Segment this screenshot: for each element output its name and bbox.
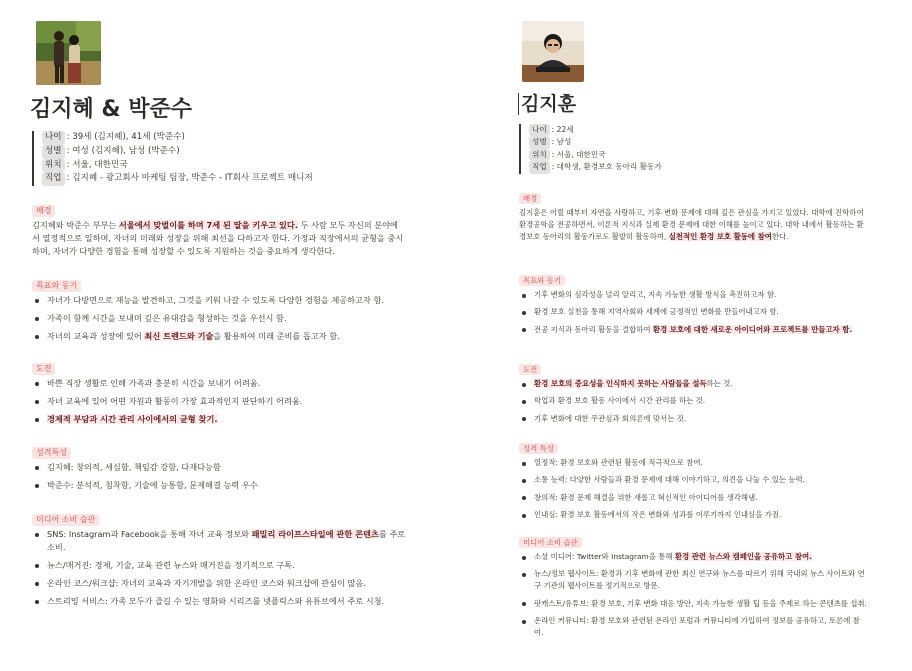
traits-list — [32, 461, 407, 497]
attribute-location — [42, 159, 313, 173]
list-item — [32, 312, 407, 325]
list-item — [519, 306, 867, 318]
media-list — [519, 551, 867, 645]
section-label-media: 미디어 소비 습관 — [32, 514, 99, 526]
section-label-background: 배경 — [519, 193, 541, 204]
list-item — [519, 289, 867, 301]
list-item — [32, 330, 407, 343]
section-label-traits: 성격특성 — [32, 447, 71, 459]
attribute-value: : 대학생, 환경보호 동아리 활동가 — [551, 162, 662, 172]
attribute-value: : 39세 (김지혜), 41세 (박준수) — [66, 132, 185, 142]
attribute-value: : 여성 (김지혜), 남성 (박준수) — [66, 145, 180, 156]
attribute-key: 직업 — [42, 172, 65, 186]
text: 가족이 함께 시간을 보내며 깊은 유대감을 형성하는 것을 우선시 함. — [47, 312, 287, 323]
list-item — [519, 492, 867, 504]
attribute-value: : 남성 — [551, 137, 572, 147]
text: 자녀 교육에 있어 어떤 자원과 활동이 가장 효과적인지 판단하기 어려움. — [47, 395, 303, 406]
attribute-age — [42, 131, 313, 145]
list-item — [519, 378, 867, 390]
attribute-age — [529, 124, 662, 136]
list-item — [519, 395, 867, 407]
attribute-value: : 서울, 대한민국 — [66, 159, 128, 170]
text: 온라인 코스/워크샵: 자녀의 교육과 자기개발을 위한 온라인 코스와 워크샵에 관심이 많음. — [47, 577, 366, 588]
text: 소통 능력: 다양한 사람들과 환경 문제에 대해 이야기하고, 의견을 나눌 수 있는 능력. — [534, 475, 805, 485]
list-item — [32, 377, 407, 390]
list-item — [32, 559, 407, 572]
text: 김지혜: 창의적, 세심함, 책임감 강함, 다재다능함 — [47, 462, 221, 472]
text: 소셜 미디어: Twitter와 Instagram을 통해 — [534, 552, 675, 561]
text: 환경 보호 실천을 통해 지역사회와 세계에 긍정적인 변화를 만들어내고자 함. — [534, 307, 779, 317]
attribute-block — [519, 124, 662, 174]
text: 팟캐스트/유튜브: 환경 보호, 기후 변화 대응 방안, 지속 가능한 생활 팁 등을 주제로 하는 콘텐츠를 섭취. — [534, 598, 867, 608]
text: 자녀가 다방면으로 재능을 발견하고, 그것을 키워 나갈 수 있도록 다양한 경험을 제공하고자 함. — [47, 295, 384, 305]
list-item — [519, 598, 867, 610]
attribute-key: 성별 — [529, 136, 550, 148]
text: 바쁜 직장 생활로 인해 가족과 충분히 시간을 보내기 어려움. — [47, 378, 261, 388]
highlight: 환경 보호의 중요성을 인식하지 못하는 사람들을 설득 — [534, 379, 707, 388]
text: 열정적: 환경 보호와 관련된 활동에 적극적으로 참여. — [534, 458, 703, 467]
challenges-list — [519, 378, 867, 430]
background-paragraph — [519, 207, 864, 243]
goals-list — [519, 289, 867, 341]
list-item — [32, 479, 407, 492]
text: 두 사람 모두 자신의 분야에서 열정적으로 일하며, 자녀의 미래와 성장을 위해 최선을 다하고자 한다. 가정과 직장에서의 균형을 중시하며, 자녀가 다양한 경험을 통해 성장할 수 있도록 지원하는 것을 중요하게 생각한다. — [32, 220, 404, 257]
section-label-challenges: 도전 — [519, 364, 541, 375]
text: 를 주로 소비. — [47, 529, 406, 553]
attribute-block — [32, 131, 313, 186]
highlight: 서울에서 맞벌이를 하며 7세 된 딸을 키우고 있다. — [118, 220, 298, 230]
attribute-job — [42, 172, 313, 186]
list-item — [32, 577, 407, 590]
highlight: 환경 보호에 대한 새로운 아이디어와 프로젝트를 만들고자 함. — [652, 324, 853, 334]
attribute-key: 위치 — [529, 149, 550, 161]
list-item — [32, 528, 407, 554]
media-list — [32, 528, 407, 612]
text: SNS: Instagram과 Facebook을 통해 자녀 교육 정보와 — [47, 529, 252, 539]
text: 학업과 환경 보호 활동 사이에서 시간 관리를 하는 것. — [534, 396, 706, 406]
text: 창의적: 환경 문제 해결을 위한 새롭고 혁신적인 아이디어를 생각해냄. — [534, 492, 758, 502]
text: 박준수: 분석적, 침착함, 기술에 능통함, 문제해결 능력 우수 — [47, 479, 258, 490]
list-item — [32, 413, 407, 426]
avatar-couple-photo — [36, 21, 101, 85]
highlight: 환경 관련 뉴스와 캠페인을 공유하고 참여. — [674, 552, 812, 561]
highlight: 최신 트렌드와 기술 — [144, 330, 214, 341]
section-label-media: 미디어 소비 습관 — [519, 537, 582, 548]
highlight: 패밀리 라이프스타일에 관한 콘텐츠 — [251, 529, 379, 539]
list-item — [519, 615, 867, 639]
attribute-value: : 22세 — [551, 125, 574, 134]
list-item — [519, 413, 867, 425]
list-item — [32, 294, 407, 307]
text: 자녀의 교육과 성장에 있어 — [47, 330, 145, 341]
text: 김지훈은 어릴 때부터 자연을 사랑하고, 기후 변화 문제에 대해 깊은 관심을 가지고 있었다. 대학에 진학하여 환경공학을 전공하면서, 이론적 지식과 실제 환경 문제에 대한 이해를 높이고 있다. 대학 내에서 활동하는 환경보호 동아리의 활동가로도 활발히 활동하며, — [519, 208, 864, 241]
attribute-value: : 서울, 대한민국 — [551, 149, 606, 159]
section-label-goals: 목표와 동기 — [32, 280, 81, 292]
attribute-gender — [42, 145, 313, 159]
list-item — [519, 457, 867, 469]
attribute-key: 나이 — [529, 124, 550, 136]
section-label-challenges: 도전 — [32, 363, 55, 375]
traits-list — [519, 457, 867, 527]
goals-list — [32, 294, 407, 347]
text: 을 활용하여 미래 준비를 돕고자 함. — [213, 330, 340, 341]
persona-title: 김지훈 — [521, 93, 577, 115]
list-item — [519, 568, 867, 592]
attribute-key: 위치 — [42, 159, 65, 173]
list-item — [519, 474, 867, 486]
list-item — [519, 551, 867, 563]
text: 온라인 커뮤니티: 환경 보호와 관련된 온라인 포럼과 커뮤니티에 가입하여 정보를 공유하고, 토론에 참여. — [534, 616, 860, 638]
attribute-key: 성별 — [42, 145, 65, 159]
text-cursor — [518, 93, 519, 115]
list-item — [32, 395, 407, 408]
text: 김지혜와 박준수 부부는 — [32, 220, 119, 230]
attribute-job — [529, 161, 662, 173]
section-label-goals: 목표와 동기 — [519, 275, 565, 286]
list-item — [32, 461, 407, 474]
text: 뉴스/매거진: 경제, 기술, 교육 관련 뉴스와 매거진을 정기적으로 구독. — [47, 560, 295, 570]
section-label-traits: 성격 특성 — [519, 443, 558, 454]
list-item — [519, 324, 867, 336]
text: 스트리밍 서비스: 가족 모두가 즐길 수 있는 영화와 시리즈를 넷플릭스와 유튜브에서 주로 시청. — [47, 595, 385, 606]
text: 뉴스/정보 웹사이트: 환경과 기후 변화에 관한 최신 연구와 뉴스를 따르기 위해 국내외 뉴스 사이트와 연구 기관의 웹사이트를 정기적으로 방문. — [534, 569, 865, 591]
background-paragraph — [32, 219, 404, 259]
text: 기후 변화의 심각성을 널리 알리고, 지속 가능한 생활 방식을 촉진하고자 함. — [534, 290, 777, 299]
attribute-location — [529, 149, 662, 161]
text: 한다. — [771, 232, 789, 241]
attribute-key: 나이 — [42, 131, 65, 145]
text: 기후 변화에 대한 무관심과 회의론에 맞서는 것. — [534, 413, 687, 423]
challenges-list — [32, 377, 407, 430]
list-item — [32, 595, 407, 608]
section-label-background: 배경 — [32, 205, 55, 217]
text: 인내심: 환경 보호 활동에서의 작은 변화와 성과를 이루기까지 인내심을 가짐. — [534, 510, 782, 520]
list-item — [519, 509, 867, 521]
avatar-student-photo — [522, 21, 584, 82]
text: 하는 것. — [706, 379, 733, 388]
persona-title: 김지혜 & 박준수 — [30, 97, 193, 122]
highlight: 실천적인 환경 보호 활동에 참여 — [668, 232, 772, 241]
attribute-key: 직업 — [529, 161, 550, 173]
attribute-gender — [529, 136, 662, 148]
text: 전공 지식과 동아리 활동을 결합하여 — [534, 324, 653, 334]
highlight: 경제적 부담과 시간 관리 사이에서의 균형 찾기. — [47, 413, 218, 424]
attribute-value: : 김지혜 - 광고회사 마케팅 팀장, 박준수 - IT회사 프로젝트 매니저 — [66, 173, 313, 184]
